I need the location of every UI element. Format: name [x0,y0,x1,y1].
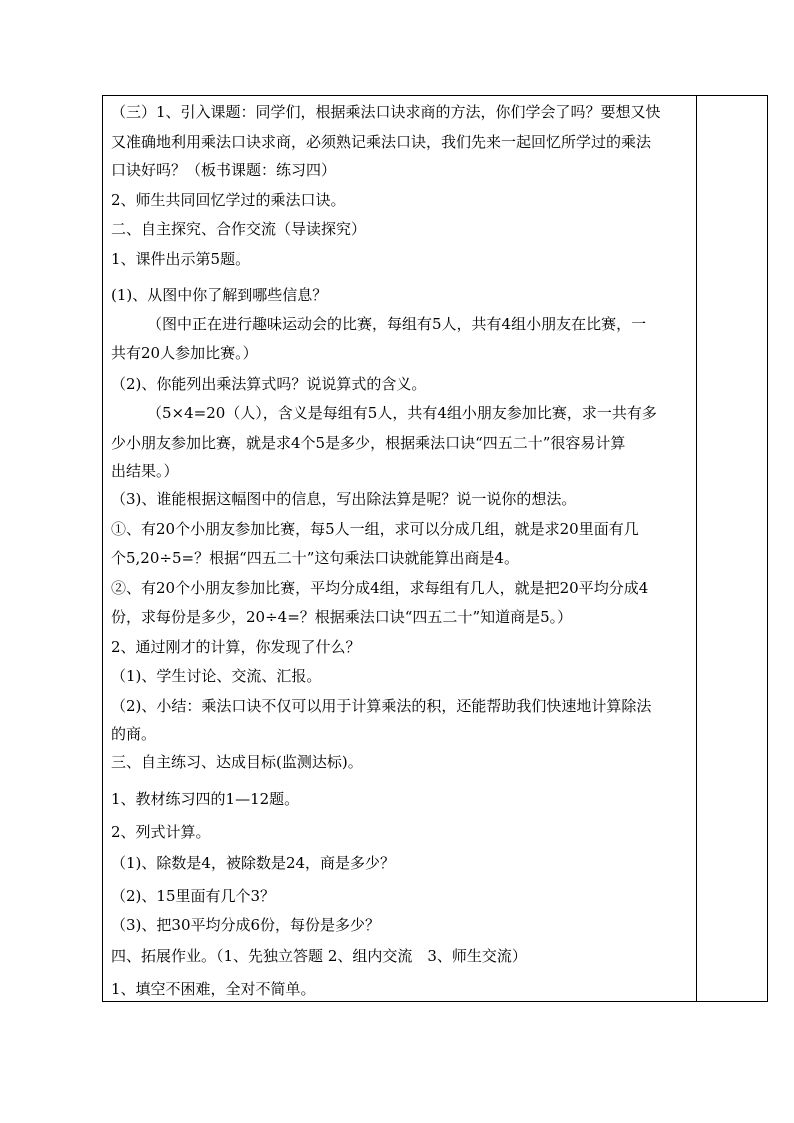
text-line: （三）1、引入课题：同学们，根据乘法口诀求商的方法，你们学会了吗？要想又快 [111,103,661,121]
text-line: （3)、谁能根据这幅图中的信息，写出除法算是呢？说一说你的想法。 [111,490,577,508]
text-line: 1、课件出示第5题。 [111,250,251,268]
text-line: 2、师生共同回忆学过的乘法口诀。 [111,191,346,209]
section-heading: 二、自主探究、合作交流（导读探究） [111,220,367,238]
section-heading: 四、拓展作业。（1、先独立答题 2、组内交流 3、师生交流） [111,947,527,965]
text-line: 份，求每份是多少，20÷4=？根据乘法口诀“四五二十”知道商是5。） [111,608,573,626]
text-line: （2)、小结：乘法口诀不仅可以用于计算乘法的积，还能帮助我们快速地计算除法 [111,697,652,715]
text-line: （3)、把30平均分成6份，每份是多少？ [111,916,381,934]
text-line: 2、通过刚才的计算，你发现了什么？ [111,638,361,656]
text-line: （5×4=20（人），含义是每组有5人，共有4组小朋友参加比赛，求一共有多 [147,404,657,422]
text-line: ①、有20个小朋友参加比赛，每5人一组，求可以分成几组，就是求20里面有几 [111,520,639,538]
text-line: 个5,20÷5=？根据“四五二十”这句乘法口诀就能算出商是4。 [111,549,519,567]
text-line: （图中正在进行趣味运动会的比赛，每组有5人，共有4组小朋友在比赛，一 [147,315,647,333]
section-heading: 三、自主练习、达成目标(监测达标)。 [111,753,363,771]
text-line: 2、列式计算。 [111,823,211,841]
text-line: （1)、除数是4，被除数是24，商是多少？ [111,854,396,872]
text-line: 口诀好吗？（板书课题：练习四） [111,161,337,179]
text-line: 少小朋友参加比赛，就是求4个5是多少，根据乘法口诀“四五二十”很容易计算 [111,434,626,452]
text-line: （2)、你能列出乘法算式吗？说说算式的含义。 [111,375,427,393]
text-line: 1、填空不困难，全对不简单。 [111,980,316,998]
text-line: (1)、从图中你了解到哪些信息？ [111,286,328,304]
text-line: 出结果。） [111,462,179,480]
text-line: （1)、学生讨论、交流、汇报。 [111,667,322,685]
text-line: 又准确地利用乘法口诀求商，必须熟记乘法口诀，我们先来一起回忆所学过的乘法 [111,133,652,151]
text-line: 的商。 [111,725,157,743]
column-divider [696,96,697,1001]
text-line: 1、教材练习四的1—12题。 [111,790,300,808]
text-line: 共有20人参加比赛。） [111,344,258,362]
text-line: （2)、15里面有几个3？ [111,887,276,905]
lesson-table [102,95,768,1002]
text-line: ②、有20个小朋友参加比赛，平均分成4组，求每组有几人，就是把20平均分成4 [111,579,649,597]
